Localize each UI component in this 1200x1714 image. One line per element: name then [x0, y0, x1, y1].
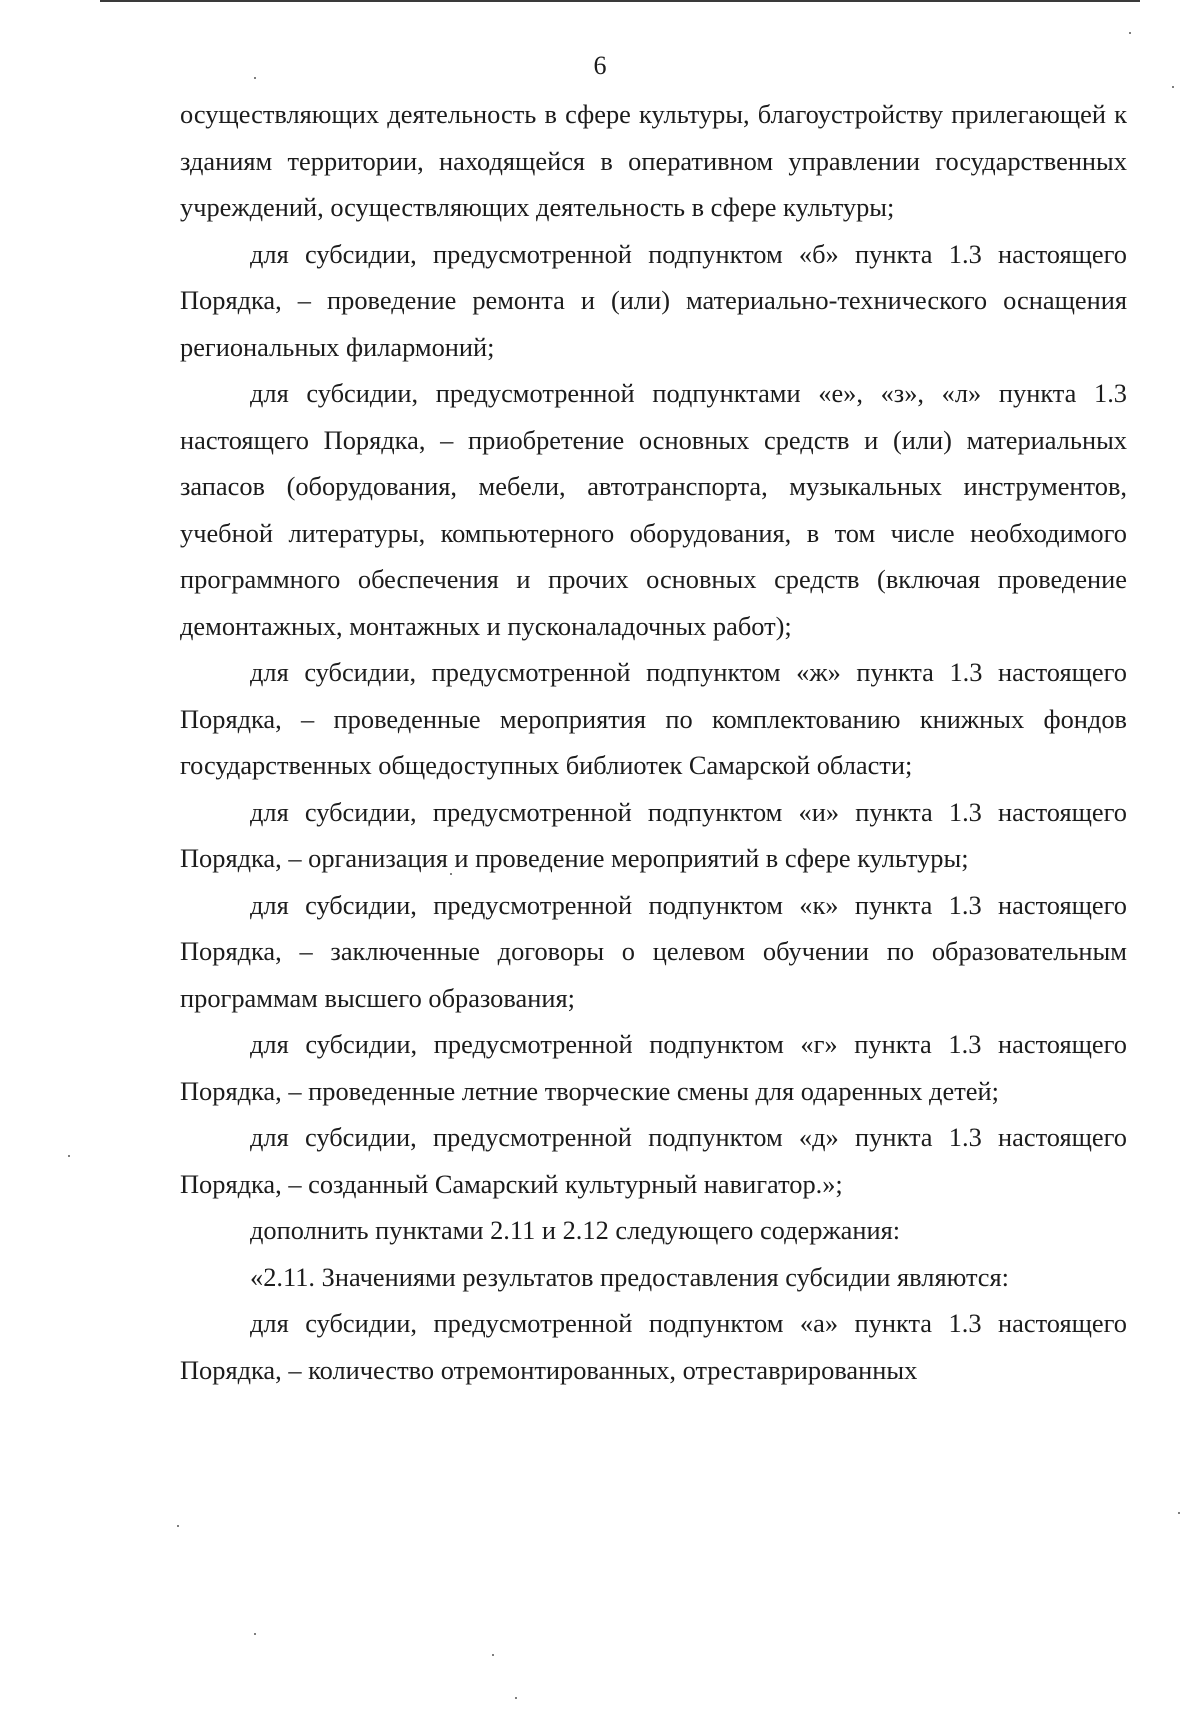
paragraph-4: для субсидии, предусмотренной подпунктом «ж» пункта 1.3 настоящего Порядка, – проведенные мероприятия по комплектованию книжных фондов государственных общедоступных библиотек Самарской области; [180, 657, 1127, 780]
scan-speck [177, 1525, 179, 1527]
paragraph-1: осуществляющих деятельность в сфере культуры, благоустройству прилегающей к зданиям территории, находящейся в оперативном управлении государственных учреждений, осуществляющих деятельность в сфере культуры; [180, 99, 1127, 222]
scan-speck [1172, 86, 1174, 88]
paragraph-9: дополнить пунктами 2.11 и 2.12 следующего содержания: [250, 1215, 901, 1245]
scan-speck [450, 873, 452, 875]
paragraph-11: для субсидии, предусмотренной подпунктом «а» пункта 1.3 настоящего Порядка, – количество отремонтированных, отреставрированных [180, 1308, 1127, 1385]
scan-speck [1129, 32, 1131, 34]
document-body [180, 91, 1127, 1393]
scan-top-edge-rule [100, 0, 1140, 2]
paragraph-10: «2.11. Значениями результатов предоставления субсидии являются: [250, 1261, 1009, 1292]
paragraph-7: для субсидии, предусмотренной подпунктом «г» пункта 1.3 настоящего Порядка, – проведенные летние творческие смены для одаренных детей; [180, 1029, 1127, 1106]
scan-speck [492, 1654, 494, 1656]
scan-speck [68, 1155, 70, 1157]
paragraph-2: для субсидии, предусмотренной подпунктом «б» пункта 1.3 настоящего Порядка, – проведение ремонта и (или) материально-технического оснащения региональных филармоний; [180, 238, 1127, 362]
scan-speck [1178, 1512, 1180, 1514]
paragraph-6: для субсидии, предусмотренной подпунктом «к» пункта 1.3 настоящего Порядка, – заключенные договоры о целевом обучении по образовательным программам высшего образования; [180, 889, 1127, 1013]
scan-speck [254, 77, 256, 79]
paragraph-8: для субсидии, предусмотренной подпунктом «д» пункта 1.3 настоящего Порядка, – созданный Самарский культурный навигатор.»; [180, 1122, 1127, 1199]
paragraph-5: для субсидии, предусмотренной подпунктом «и» пункта 1.3 настоящего Порядка, – организация и проведение мероприятий в сфере культуры; [180, 796, 1127, 873]
scan-speck [254, 1633, 256, 1635]
page-number: 6 [593, 51, 607, 80]
scan-speck [515, 1697, 517, 1699]
paragraph-3: для субсидии, предусмотренной подпунктами «е», «з», «л» пункта 1.3 настоящего Порядка, – приобретение основных средств и (или) материальных запасов (оборудования, мебели, автотранспорта, музыкальных инструментов, учебной литературы, компьютерного оборудования, в том числе необходимого программного обеспечения и прочих основных средств (включая проведение демонтажных, монтажных и пусконаладочных работ); [180, 378, 1127, 641]
